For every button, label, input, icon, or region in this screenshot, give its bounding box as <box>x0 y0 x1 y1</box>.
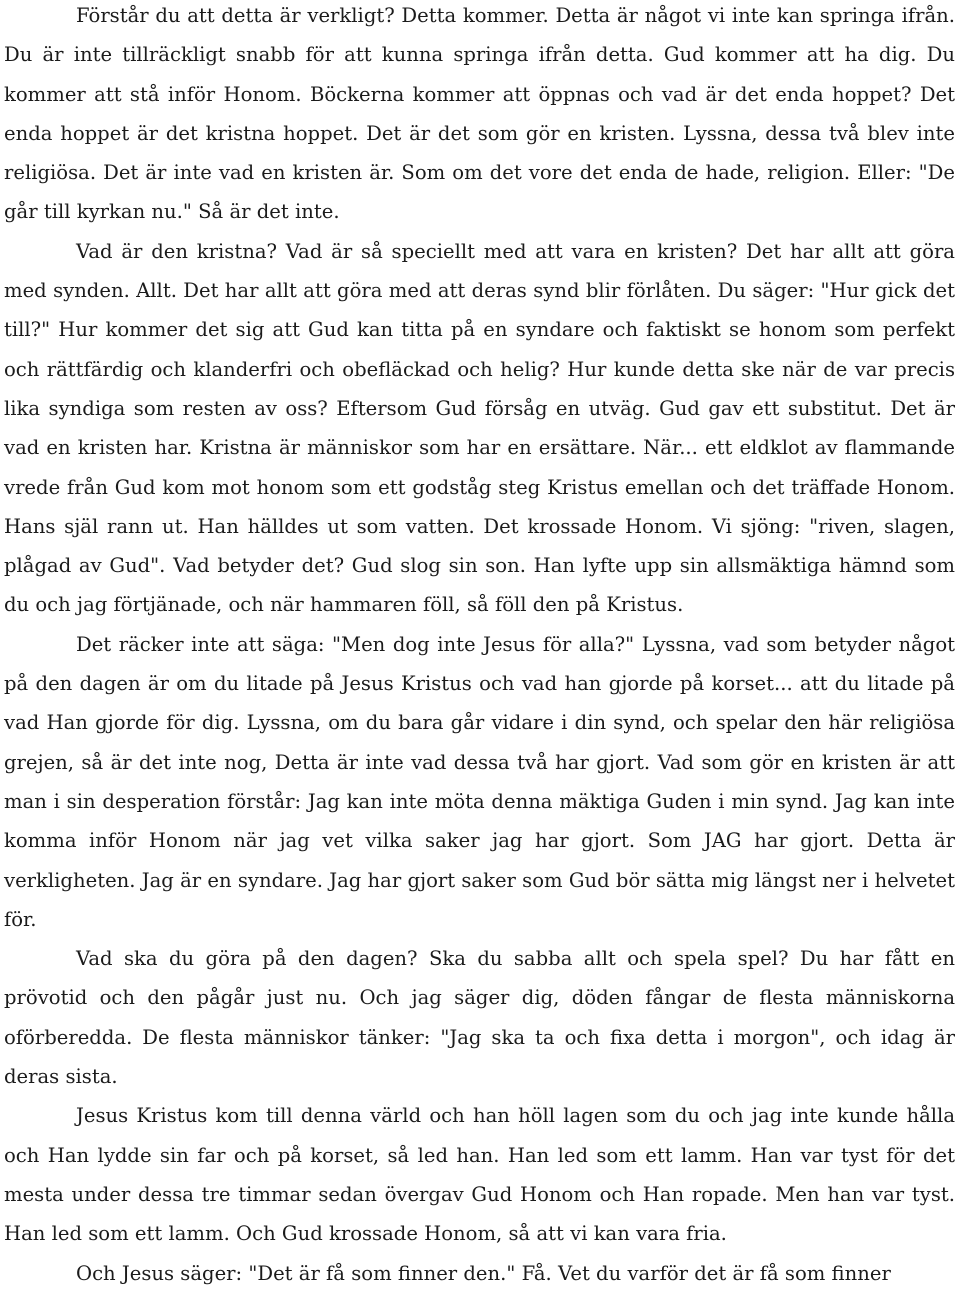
paragraph: Vad ska du göra på den dagen? Ska du sabba allt och spela spel? Du har fått en prövotid och den pågår just nu. Och jag säger dig, döden fångar de flesta människorna oförberedda. De flesta människor tänker: "Jag ska ta och fixa detta i morgon", och idag är deras sista. <box>4 947 955 1089</box>
paragraph: Det räcker inte att säga: "Men dog inte Jesus för alla?" Lyssna, vad som betyder något på den dagen är om du litade på Jesus Kristus och vad han gjorde på korset... att du litade på vad Han gjorde för dig. Lyssna, om du bara går vidare i din synd, och spelar den här religiösa grejen, så är det inte nog, Detta är inte vad dessa två har gjort. Vad som gör en kristen är att man i sin desperation förstår: Jag kan inte möta denna mäktiga Guden i min synd. Jag kan inte komma inför Honom när jag vet vilka saker jag har gjort. Som JAG har gjort. Detta är verkligheten. Jag är en syndare. Jag har gjort saker som Gud bör sätta mig längst ner i helvetet för. <box>4 632 955 931</box>
paragraph: Och Jesus säger: "Det är få som finner den." Få. Vet du varför det är få som finner <box>76 1261 891 1285</box>
paragraph: Jesus Kristus kom till denna värld och han höll lagen som du och jag inte kunde hålla och Han lydde sin far och på korset, så led han. Han led som ett lamm. Han var tyst för det mesta under dessa tre timmar sedan övergav Gud Honom och Han ropade. Men han var tyst. Han led som ett lamm. Och Gud krossade Honom, så att vi kan vara fria. <box>4 1104 955 1246</box>
paragraph: Vad är den kristna? Vad är så speciellt med att vara en kristen? Det har allt att göra med synden. Allt. Det har allt att göra med att deras synd blir förlåten. Du säger: "Hur gick det till?" Hur kommer det sig att Gud kan titta på en syndare och faktiskt se honom som perfekt och rättfärdig och klanderfri och obefläckad och helig? Hur kunde detta ske när de var precis lika syndiga som resten av oss? Eftersom Gud försåg en utväg. Gud gav ett substitut. Det är vad en kristen har. Kristna är människor som har en ersättare. När... ett eldklot av flammande vrede från Gud kom mot honom som ett godståg steg Kristus emellan och det träffade Honom. Hans själ rann ut. Han hälldes ut som vatten. Det krossade Honom. Vi sjöng: "riven, slagen, plågad av Gud". Vad betyder det? Gud slog sin son. Han lyfte upp sin allsmäktiga hämnd som du och jag förtjänade, och när hammaren föll, så föll den på Kristus. <box>4 239 955 617</box>
paragraph: Förstår du att detta är verkligt? Detta kommer. Detta är något vi inte kan springa ifrån. Du är inte tillräckligt snabb för att kunna springa ifrån detta. Gud kommer att ha dig. Du kommer att stå inför Honom. Böckerna kommer att öppnas och vad är det enda hoppet? Det enda hoppet är det kristna hoppet. Det är det som gör en kristen. Lyssna, dessa två blev inte religiösa. Det är inte vad en kristen är. Som om det vore det enda de hade, religion. Eller: "De går till kyrkan nu." Så är det inte. <box>4 4 955 224</box>
